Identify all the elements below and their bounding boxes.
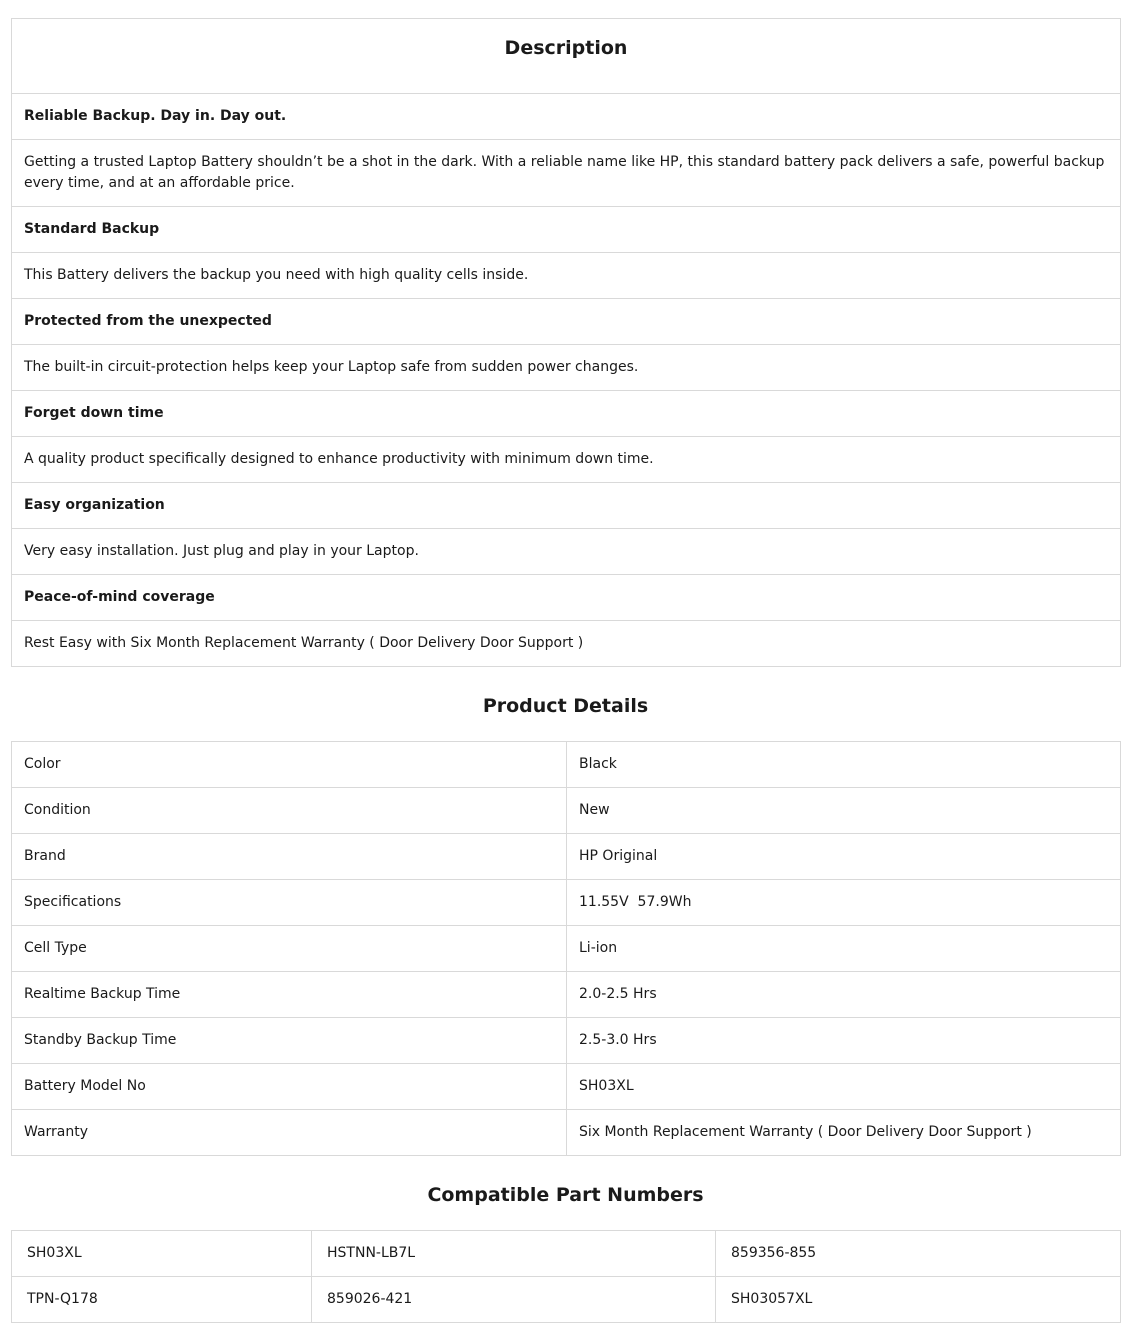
product-details-table [11,741,1121,1156]
detail-value: New [567,788,1121,834]
detail-value: Black [567,742,1121,788]
description-heading-row [12,207,1121,253]
detail-value: Six Month Replacement Warranty ( Door Delivery Door Support ) [567,1110,1121,1156]
description-text-row [12,140,1121,207]
detail-value: 2.0-2.5 Hrs [567,972,1121,1018]
description-heading: Forget down time [12,391,1121,437]
part-number: SH03057XL [716,1277,1121,1323]
detail-key: Color [12,742,567,788]
description-text: Getting a trusted Laptop Battery shouldn’t be a shot in the dark. With a reliable name like HP, this standard battery pack delivers a safe, powerful backup every time, and at an affordable price. [12,140,1121,207]
detail-row [12,1064,1121,1110]
part-number: SH03XL [12,1231,312,1277]
description-title: Description [504,37,628,59]
detail-value: 11.55V 57.9Wh [567,880,1121,926]
detail-value: 2.5-3.0 Hrs [567,1018,1121,1064]
description-heading-row [12,94,1121,140]
description-header-row [12,19,1121,94]
detail-row [12,972,1121,1018]
detail-key: Realtime Backup Time [12,972,567,1018]
part-row [12,1231,1121,1277]
description-table [11,18,1121,667]
detail-key: Specifications [12,880,567,926]
description-heading-row [12,391,1121,437]
detail-row [12,788,1121,834]
description-text-row [12,621,1121,667]
detail-value: Li-ion [567,926,1121,972]
description-title-cell [12,19,1121,94]
detail-row [12,834,1121,880]
detail-row [12,742,1121,788]
part-number: HSTNN-LB7L [312,1231,716,1277]
description-text-row [12,437,1121,483]
detail-row [12,1018,1121,1064]
detail-row [12,926,1121,972]
detail-row [12,880,1121,926]
description-text-row [12,529,1121,575]
description-text: A quality product specifically designed to enhance productivity with minimum down time. [12,437,1121,483]
description-heading: Reliable Backup. Day in. Day out. [12,94,1121,140]
description-text: The built-in circuit-protection helps keep your Laptop safe from sudden power changes. [12,345,1121,391]
detail-value: HP Original [567,834,1121,880]
product-details-title: Product Details [482,695,649,717]
part-number: 859026-421 [312,1277,716,1323]
description-text-row [12,253,1121,299]
part-row [12,1277,1121,1323]
detail-key: Brand [12,834,567,880]
detail-key: Battery Model No [12,1064,567,1110]
description-text: Very easy installation. Just plug and play in your Laptop. [12,529,1121,575]
description-heading-row [12,483,1121,529]
description-heading: Standard Backup [12,207,1121,253]
description-text: Rest Easy with Six Month Replacement Warranty ( Door Delivery Door Support ) [12,621,1121,667]
compatible-parts-table [11,1230,1121,1323]
detail-key: Cell Type [12,926,567,972]
part-number: TPN-Q178 [12,1277,312,1323]
detail-key: Warranty [12,1110,567,1156]
description-heading: Peace-of-mind coverage [12,575,1121,621]
detail-row [12,1110,1121,1156]
description-heading-row [12,575,1121,621]
detail-value: SH03XL [567,1064,1121,1110]
description-heading-row [12,299,1121,345]
detail-key: Condition [12,788,567,834]
part-number: 859356-855 [716,1231,1121,1277]
description-heading: Protected from the unexpected [12,299,1121,345]
description-heading: Easy organization [12,483,1121,529]
detail-key: Standby Backup Time [12,1018,567,1064]
description-text: This Battery delivers the backup you need with high quality cells inside. [12,253,1121,299]
description-text-row [12,345,1121,391]
compatible-parts-title: Compatible Part Numbers [427,1184,704,1206]
